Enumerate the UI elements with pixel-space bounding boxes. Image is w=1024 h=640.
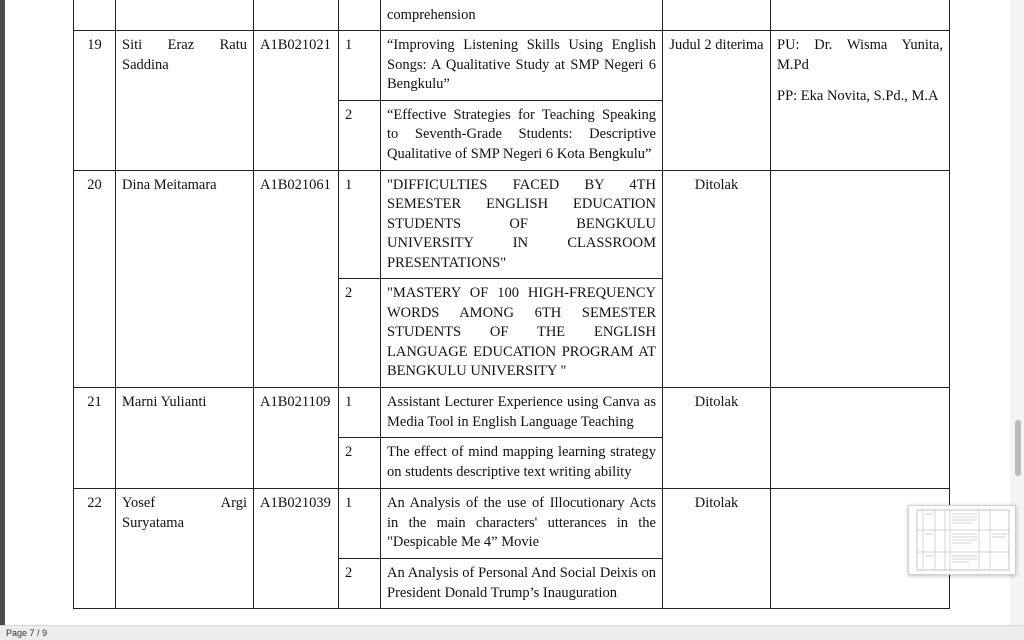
row-number: 19 xyxy=(74,31,116,171)
status-text: Ditolak xyxy=(694,495,739,511)
thesis-title-table xyxy=(73,0,950,609)
student-nim: A1B021021 xyxy=(254,31,339,171)
thesis-title: "MASTERY OF 100 HIGH-FREQUENCY WORDS AMONG 6TH SEMESTER STUDENTS OF THE ENGLISH LANGUAGE EDUCATION PROGRAM AT BENGKULU UNIVERSITY " xyxy=(381,279,663,388)
row-number: 21 xyxy=(74,388,116,489)
title-number: 1 xyxy=(339,388,381,438)
status-text: Judul 2 diterima xyxy=(669,37,764,53)
student-nim: A1B021109 xyxy=(254,388,339,489)
student-name: Siti Eraz Ratu Saddina xyxy=(116,31,254,171)
thesis-title: An Analysis of Personal And Social Deixis on President Donald Trump’s Inauguration xyxy=(381,559,663,609)
document-page xyxy=(5,0,1010,610)
student-nim: A1B021039 xyxy=(254,489,339,609)
row-number: 20 xyxy=(74,170,116,388)
title-number: 2 xyxy=(339,100,381,170)
table-row xyxy=(74,170,950,279)
student-name: Dina Meitamara xyxy=(116,170,254,388)
status-text: Ditolak xyxy=(694,176,739,193)
thesis-title: An Analysis of the use of Illocutionary Acts in the main characters' utterances in the "Despicable Me 4” Movie xyxy=(381,489,663,559)
status-bar xyxy=(0,625,1024,640)
second-advisor: PP: Eka Novita, S.Pd., M.A xyxy=(777,88,939,104)
cell-empty xyxy=(74,0,116,31)
title-number: 1 xyxy=(339,489,381,559)
title-number: 2 xyxy=(339,438,381,489)
status-cell xyxy=(663,31,771,171)
status-cell xyxy=(663,388,771,489)
status-cell xyxy=(663,489,771,609)
title-number: 1 xyxy=(339,31,381,101)
table-row xyxy=(74,388,950,438)
student-name: Marni Yulianti xyxy=(116,388,254,489)
status-text: Ditolak xyxy=(694,394,739,410)
thesis-title: “Effective Strategies for Teaching Speaking to Seventh-Grade Students: Descriptive Qualitative of SMP Negeri 6 Kota Bengkulu” xyxy=(381,100,663,170)
table-row xyxy=(74,0,950,31)
cell-empty xyxy=(339,0,381,31)
page-thumbnail-icon xyxy=(909,506,1015,574)
page-indicator: Page 7 / 9 xyxy=(6,628,48,638)
cell-empty xyxy=(116,0,254,31)
title-cell xyxy=(381,0,663,31)
scrollbar-thumb[interactable] xyxy=(1015,420,1021,476)
thesis-title: “Improving Listening Skills Using English Songs: A Qualitative Study at SMP Negeri 6 Bengkulu” xyxy=(381,31,663,101)
main-advisor: PU: Dr. Wisma Yunita, M.Pd xyxy=(777,37,943,73)
status-cell xyxy=(663,170,771,388)
table-row xyxy=(74,31,950,101)
advisor-cell xyxy=(771,388,950,489)
row-number: 22 xyxy=(74,489,116,609)
cell-empty xyxy=(663,0,771,31)
thesis-title: "DIFFICULTIES FACED BY 4TH SEMESTER ENGLISH EDUCATION STUDENTS OF BENGKULU UNIVERSITY IN CLASSROOM PRESENTATIONS" xyxy=(381,170,663,279)
student-nim: A1B021061 xyxy=(254,170,339,388)
thesis-title: The effect of mind mapping learning strategy on students descriptive text writing ability xyxy=(381,438,663,489)
title-number: 2 xyxy=(339,279,381,388)
advisor-cell xyxy=(771,170,950,388)
thesis-title: Assistant Lecturer Experience using Canva as Media Tool in English Language Teaching xyxy=(381,388,663,438)
advisor-cell xyxy=(771,31,950,171)
cell-empty xyxy=(254,0,339,31)
title-number: 1 xyxy=(339,170,381,279)
title-text: comprehension xyxy=(387,6,476,23)
table-row xyxy=(74,489,950,559)
title-number: 2 xyxy=(339,559,381,609)
cell-empty xyxy=(771,0,950,31)
page-thumbnail-preview[interactable] xyxy=(908,505,1016,575)
student-name: Yosef Argi Suryatama xyxy=(116,489,254,609)
